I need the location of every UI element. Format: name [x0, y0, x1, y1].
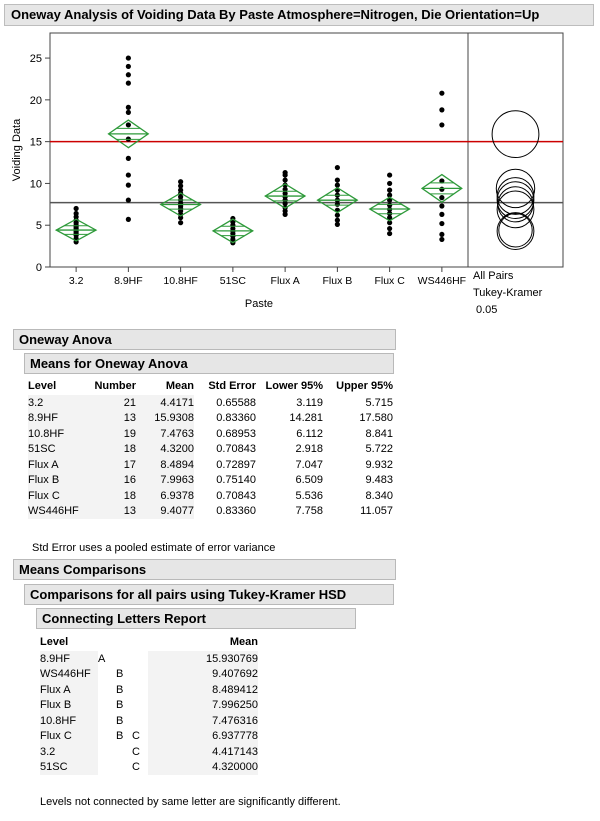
anova-cell: 8.340: [365, 489, 393, 502]
x-tick-label: 3.2: [68, 275, 84, 287]
letters-mean: 15.930769: [148, 651, 258, 667]
std-error-note: Std Error uses a pooled estimate of error variance: [32, 542, 276, 554]
data-point: [126, 183, 131, 188]
anova-cell: 5.536: [295, 489, 323, 502]
anova-cell: 0.70843: [216, 443, 256, 456]
data-point: [439, 91, 444, 96]
anova-cell: 7.047: [295, 458, 323, 471]
letters-row: [40, 651, 258, 667]
means-comparisons-header[interactable]: Means Comparisons: [13, 559, 396, 580]
anova-cell: 0.83360: [216, 412, 256, 425]
data-point: [439, 212, 444, 217]
oneway-anova-header[interactable]: Oneway Anova: [13, 329, 396, 350]
means-anova-header[interactable]: Means for Oneway Anova: [24, 353, 394, 374]
letters-group: [116, 760, 132, 776]
y-tick-label: 25: [29, 53, 42, 66]
anova-cell: 7.4763: [136, 426, 194, 442]
anova-cell: 7.758: [295, 505, 323, 518]
data-point: [126, 72, 131, 77]
data-point: [387, 188, 392, 193]
anova-row: [28, 488, 393, 504]
data-point: [387, 231, 392, 236]
col-header-upper-95[interactable]: Upper 95%: [336, 380, 393, 392]
data-point: [387, 203, 392, 208]
letters-group: B: [116, 699, 124, 712]
data-point: [178, 220, 183, 225]
compare-label: 0.05: [476, 304, 498, 316]
anova-cell: 0.72897: [216, 458, 256, 471]
data-point: [74, 211, 79, 216]
data-point: [335, 177, 340, 182]
data-point: [126, 81, 131, 86]
anova-cell: 13: [84, 411, 136, 427]
letters-group: B: [116, 668, 124, 681]
letters-row: [40, 698, 258, 714]
anova-cell: 3.2: [28, 395, 84, 411]
data-point: [439, 221, 444, 226]
letters-row: [40, 760, 258, 776]
anova-cell: 0.65588: [216, 396, 256, 409]
col-header-mean[interactable]: Mean: [165, 380, 194, 392]
data-point: [126, 217, 131, 222]
anova-cell: 18: [84, 442, 136, 458]
anova-cell: 9.4077: [136, 504, 194, 520]
anova-cell: 17: [84, 457, 136, 473]
anova-cell: 6.509: [295, 474, 323, 487]
letters-group: [132, 682, 148, 698]
anova-cell: 6.112: [296, 427, 323, 440]
letters-mean: 7.476316: [148, 713, 258, 729]
letters-col-mean[interactable]: Mean: [229, 636, 258, 648]
anova-cell: 13: [84, 504, 136, 520]
anova-cell: Flux C: [28, 488, 84, 504]
anova-cell: 19: [84, 426, 136, 442]
col-header-lower-95[interactable]: Lower 95%: [265, 380, 323, 392]
letters-group: [98, 682, 116, 698]
data-point: [439, 237, 444, 242]
comparison-circle: [496, 169, 534, 207]
col-header-level[interactable]: Level: [28, 380, 57, 392]
anova-cell: 8.841: [365, 427, 393, 440]
x-tick-label: Flux A: [270, 275, 300, 287]
anova-cell: 0.83360: [216, 505, 256, 518]
letters-group: B: [116, 714, 124, 727]
data-point: [439, 187, 444, 192]
data-point: [126, 156, 131, 161]
letters-group: C: [132, 761, 140, 774]
anova-cell: 5.715: [365, 396, 393, 409]
data-point: [126, 55, 131, 60]
anova-cell: 0.75140: [216, 474, 256, 487]
anova-cell: 2.918: [295, 443, 323, 456]
letters-level: 51SC: [40, 760, 98, 776]
data-point: [387, 226, 392, 231]
letters-group: [132, 651, 148, 667]
compare-label: Tukey-Kramer: [473, 287, 543, 299]
letters-note: Levels not connected by same letter are significantly different.: [40, 796, 341, 808]
oneway-plot: [0, 0, 600, 330]
data-point: [335, 165, 340, 170]
letters-group: [98, 713, 116, 729]
letters-mean: 6.937778: [148, 729, 258, 745]
col-header-number[interactable]: Number: [94, 380, 136, 392]
letters-group: C: [132, 745, 140, 758]
comparison-circle: [498, 187, 533, 222]
anova-row: [28, 411, 393, 427]
letters-mean: 4.417143: [148, 744, 258, 760]
letters-group: [98, 744, 116, 760]
anova-cell: Flux A: [28, 457, 84, 473]
x-axis-label: Paste: [244, 298, 274, 310]
letters-row: [40, 713, 258, 729]
letters-group: [132, 698, 148, 714]
anova-cell: 16: [84, 473, 136, 489]
col-header-std-error[interactable]: Std Error: [208, 380, 256, 392]
letters-level: WS446HF: [40, 667, 98, 683]
anova-cell: 11.057: [360, 505, 393, 518]
letters-mean: 9.407692: [148, 667, 258, 683]
anova-cell: 5.722: [365, 443, 393, 456]
y-tick-label: 5: [35, 220, 42, 233]
letters-row: [40, 667, 258, 683]
data-point: [387, 172, 392, 177]
data-point: [283, 170, 288, 175]
letters-level: Flux B: [40, 698, 98, 714]
letters-group: [116, 651, 132, 667]
anova-row: [28, 395, 393, 411]
anova-cell: 10.8HF: [28, 426, 84, 442]
data-point: [439, 203, 444, 208]
letters-group: [98, 729, 116, 745]
y-tick-label: 0: [35, 262, 42, 274]
x-tick-label: 8.9HF: [114, 275, 143, 287]
anova-row: [28, 442, 393, 458]
anova-cell: 17.580: [359, 412, 393, 425]
anova-cell: 3.119: [296, 396, 323, 409]
y-tick-label: 20: [29, 94, 42, 107]
anova-cell: 4.3200: [136, 442, 194, 458]
letters-group: [98, 760, 116, 776]
anova-cell: 18: [84, 488, 136, 504]
letters-row: [40, 744, 258, 760]
data-point: [439, 195, 444, 200]
anova-cell: 51SC: [28, 442, 84, 458]
data-point: [126, 110, 131, 115]
letters-mean: 8.489412: [148, 682, 258, 698]
data-point: [126, 105, 131, 110]
anova-cell: 7.9963: [136, 473, 194, 489]
letters-group: [98, 698, 116, 714]
data-point: [439, 232, 444, 237]
letters-level: 3.2: [40, 744, 98, 760]
letters-mean: 4.320000: [148, 760, 258, 776]
x-tick-label: Flux B: [322, 275, 353, 287]
anova-row: [28, 426, 393, 442]
data-point: [439, 122, 444, 127]
anova-row: [28, 473, 393, 489]
anova-cell: 21: [84, 395, 136, 411]
data-point: [283, 177, 288, 182]
data-point: [74, 206, 79, 211]
anova-cell: 4.4171: [136, 395, 194, 411]
letters-row: [40, 682, 258, 698]
data-point: [126, 122, 131, 127]
comparison-circle: [492, 111, 539, 158]
y-tick-label: 15: [29, 136, 42, 149]
tukey-header[interactable]: Comparisons for all pairs using Tukey-Kramer HSD: [24, 584, 394, 605]
compare-label: All Pairs: [473, 270, 514, 282]
letters-group: A: [98, 652, 106, 665]
data-point: [335, 183, 340, 188]
data-point: [387, 181, 392, 186]
anova-cell: 15.9308: [136, 411, 194, 427]
y-tick-label: 10: [29, 178, 42, 191]
anova-cell: 6.9378: [136, 488, 194, 504]
letters-mean: 7.996250: [148, 698, 258, 714]
anova-cell: 14.281: [289, 412, 323, 425]
anova-cell: 0.68953: [216, 427, 256, 440]
letters-row: [40, 729, 258, 745]
x-tick-label: Flux C: [374, 275, 405, 287]
anova-row: [28, 457, 393, 473]
data-point: [335, 218, 340, 223]
anova-cell: 9.932: [365, 458, 393, 471]
x-tick-label: 51SC: [219, 275, 247, 287]
letters-group: C: [132, 730, 140, 743]
letters-group: [132, 713, 148, 729]
letters-group: [116, 744, 132, 760]
anova-row: [28, 504, 393, 520]
letters-col-level[interactable]: Level: [40, 636, 69, 648]
data-point: [126, 172, 131, 177]
report-title[interactable]: Oneway Analysis of Voiding Data By Paste Atmosphere=Nitrogen, Die Orientation=Up: [4, 4, 594, 26]
y-axis-label: Voiding Data: [11, 118, 23, 182]
letters-level: 8.9HF: [40, 651, 98, 667]
connecting-letters-header[interactable]: Connecting Letters Report: [36, 608, 356, 629]
anova-cell: WS446HF: [28, 504, 84, 520]
anova-cell: 8.4894: [136, 457, 194, 473]
data-point: [439, 107, 444, 112]
data-point: [178, 179, 183, 184]
letters-group: [98, 667, 116, 683]
x-tick-label: 10.8HF: [163, 275, 198, 287]
anova-cell: 8.9HF: [28, 411, 84, 427]
data-point: [126, 198, 131, 203]
anova-cell: 0.70843: [216, 489, 256, 502]
letters-group: B: [116, 730, 124, 743]
letters-group: [132, 667, 148, 683]
connecting-letters-table: [40, 633, 258, 775]
data-point: [126, 64, 131, 69]
anova-cell: Flux B: [28, 473, 84, 489]
letters-group: B: [116, 683, 124, 696]
x-tick-label: WS446HF: [417, 275, 467, 287]
anova-cell: 9.483: [365, 474, 393, 487]
letters-level: Flux A: [40, 682, 98, 698]
means-anova-table: [28, 377, 393, 519]
letters-level: Flux C: [40, 729, 98, 745]
letters-level: 10.8HF: [40, 713, 98, 729]
